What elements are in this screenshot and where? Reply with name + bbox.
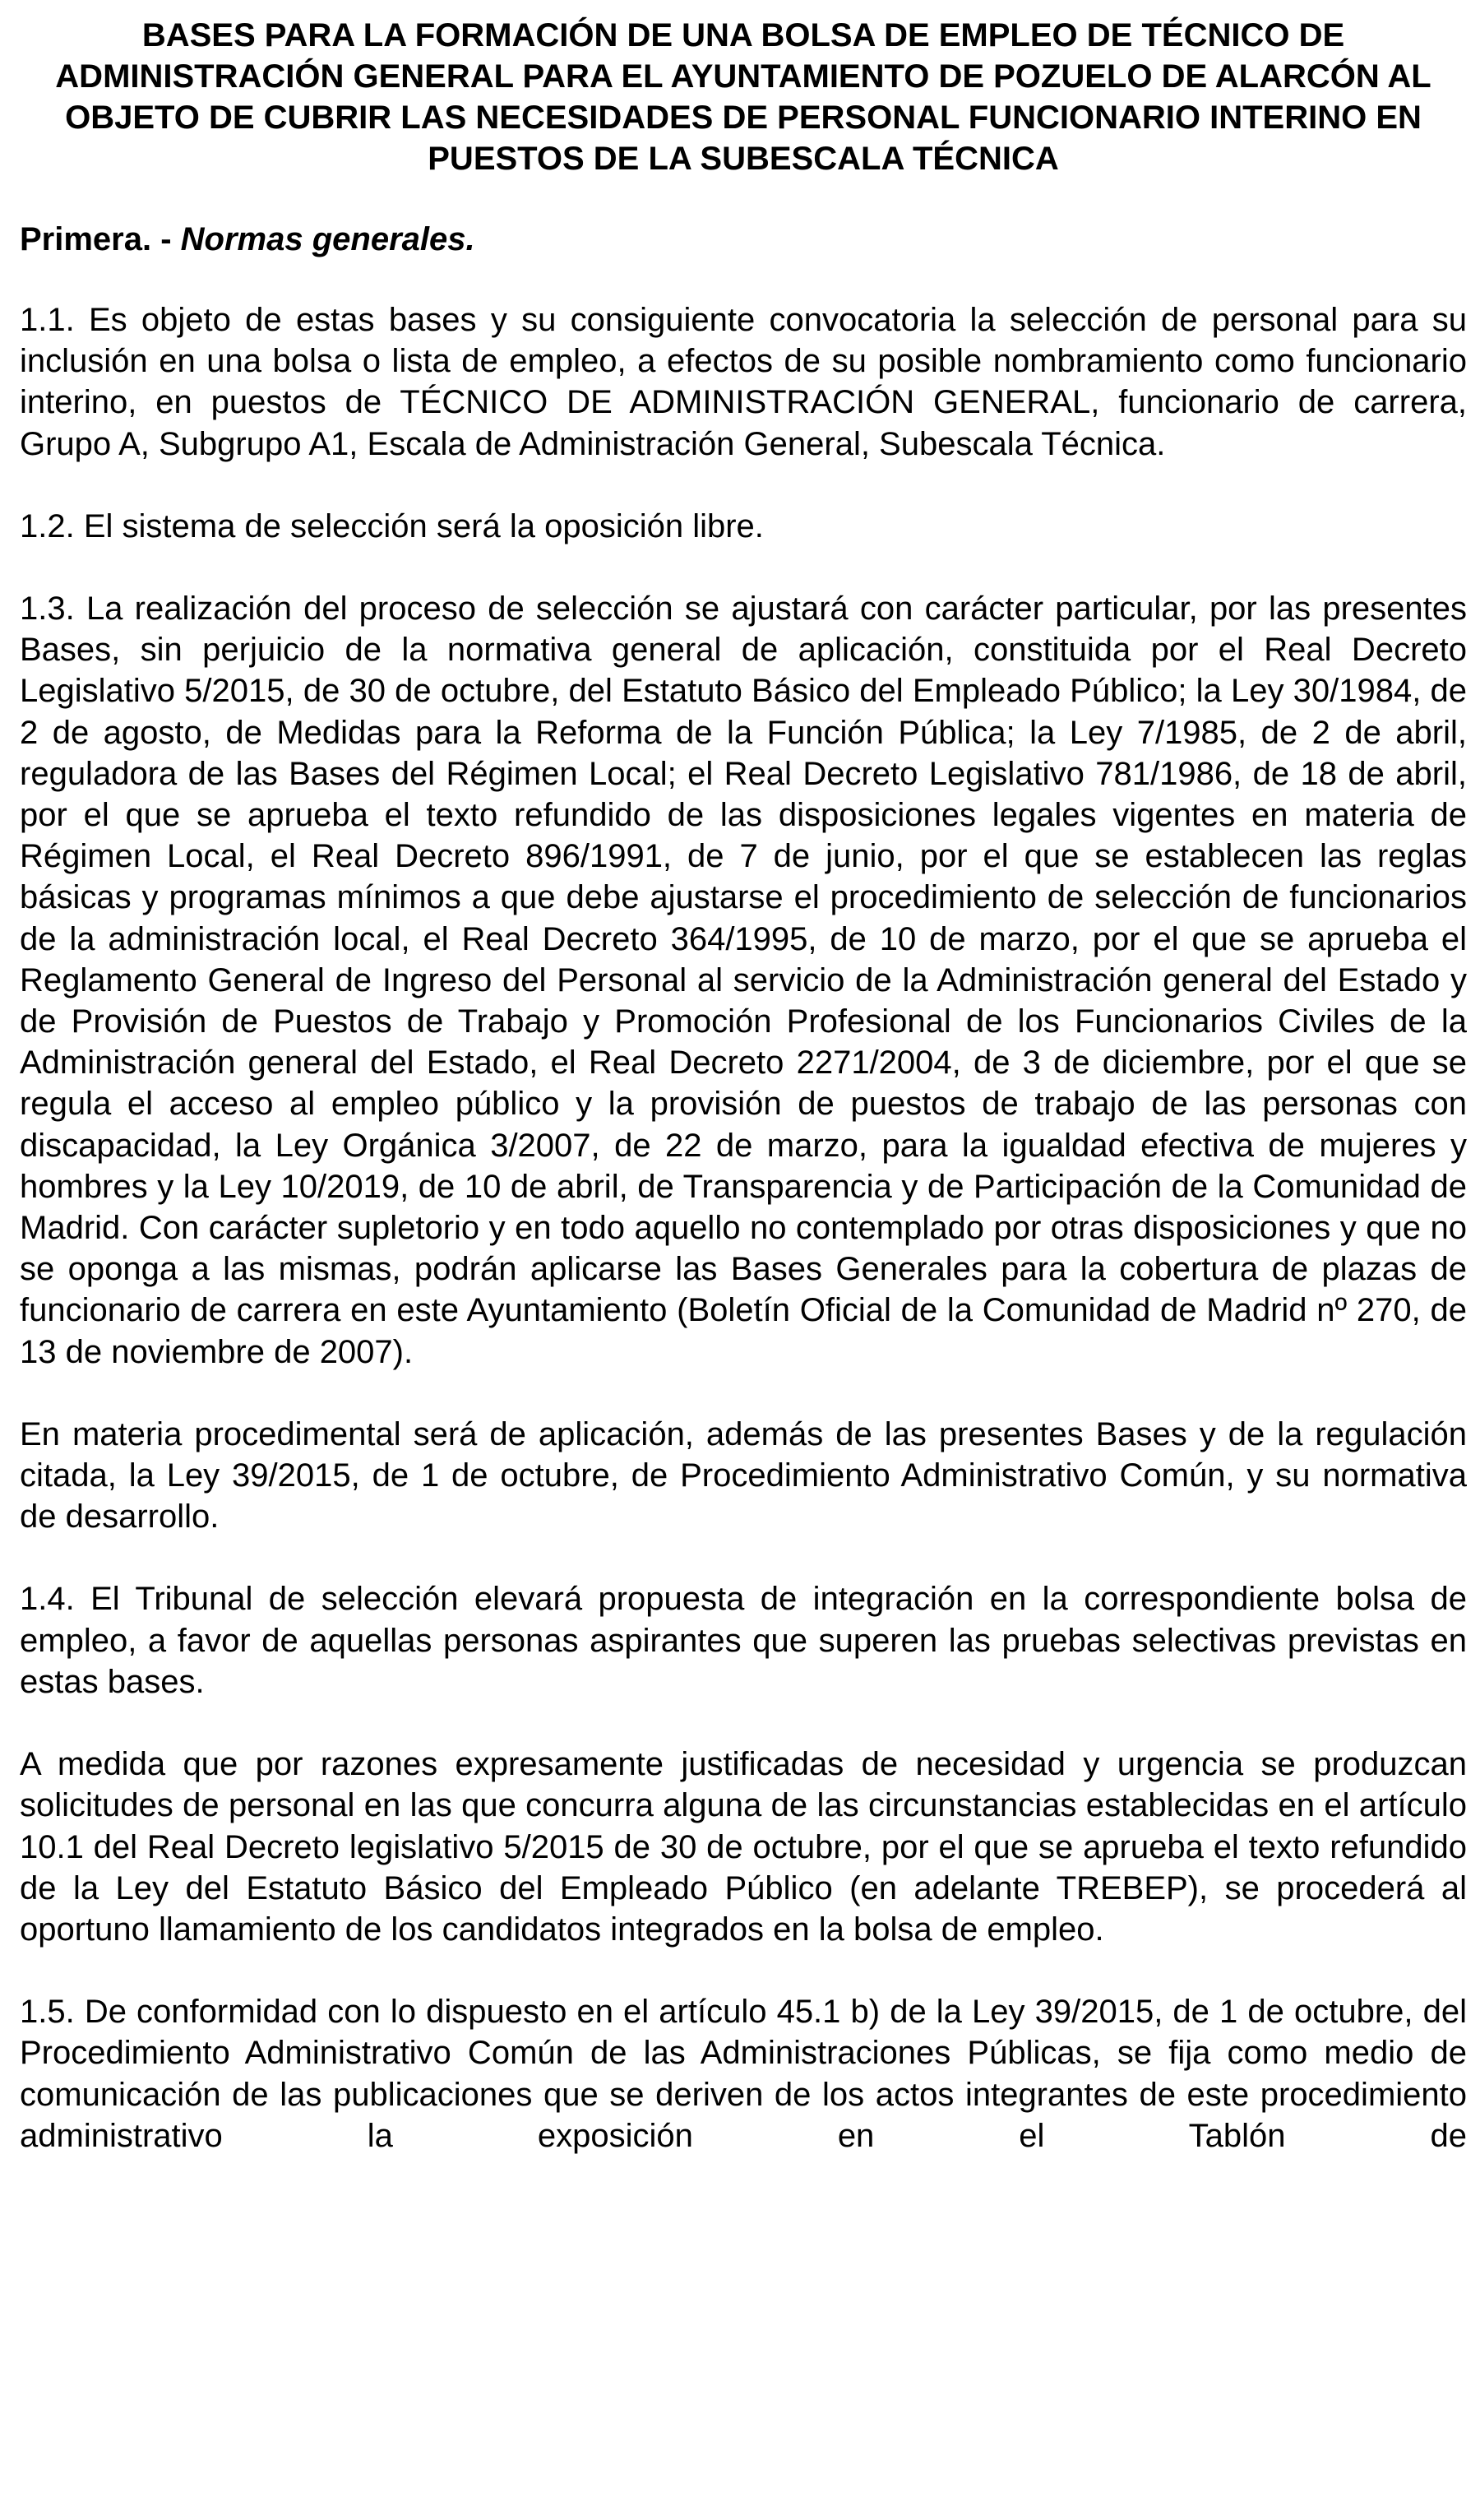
document-page [20, 15, 1467, 2156]
paragraph-1-1: 1.1. Es objeto de estas bases y su consiguiente convocatoria la selección de personal para su inclusión en una bolsa o lista de empleo, a efectos de su posible nombramiento como funcionario interino, en puestos de TÉCNICO DE ADMINISTRACIÓN GENERAL, funcionario de carrera, Grupo A, Subgrupo A1, Escala de Administración General, Subescala Técnica. [20, 302, 1467, 462]
paragraph-llamamiento: A medida que por razones expresamente justificadas de necesidad y urgencia se produzcan solicitudes de personal en las que concurra alguna de las circunstancias establecidas en el artículo 10.1 del Real Decreto legislativo 5/2015 de 30 de octubre, por el que se aprueba el texto refundido de la Ley del Estatuto Básico del Empleado Público (en adelante TREBEP), se procederá al oportuno llamamiento de los candidatos integrados en la bolsa de empleo. [20, 1746, 1467, 1948]
paragraph-procedimental: En materia procedimental será de aplicación, además de las presentes Bases y de la regulación citada, la Ley 39/2015, de 1 de octubre, de Procedimiento Administrativo Común, y su normativa de desarrollo. [20, 1415, 1467, 1536]
section-heading [20, 219, 1467, 260]
paragraph-1-2: 1.2. El sistema de selección será la oposición libre. [20, 507, 764, 544]
paragraph-1-5: 1.5. De conformidad con lo dispuesto en el artículo 45.1 b) de la Ley 39/2015, de 1 de octubre, del Procedimiento Administrativo Común de las Administraciones Públicas, se fija como medio de comunicación de las publicaciones que se deriven de los actos integrantes de este procedimiento administrativo la exposición en el Tablón de [20, 1994, 1467, 2154]
paragraph-1-4: 1.4. El Tribunal de selección elevará propuesta de integración en la correspondiente bolsa de empleo, a favor de aquellas personas aspirantes que superen las pruebas selectivas previstas en estas bases. [20, 1581, 1467, 1700]
document-title: BASES PARA LA FORMACIÓN DE UNA BOLSA DE EMPLEO DE TÉCNICO DE ADMINISTRACIÓN GENERAL PARA EL AYUNTAMIENTO DE POZUELO DE ALARCÓN AL OBJETO DE CUBRIR LAS NECESIDADES DE PERSONAL FUNCIONARIO INTERINO EN PUESTOS DE LA SUBESCALA TÉCNICA [55, 17, 1431, 177]
paragraph-1-3: 1.3. La realización del proceso de selección se ajustará con carácter particular, por las presentes Bases, sin perjuicio de la normativa general de aplicación, constituida por el Real Decreto Legislativo 5/2015, de 30 de octubre, del Estatuto Básico del Empleado Público; la Ley 30/1984, de 2 de agosto, de Medidas para la Reforma de la Función Pública; la Ley 7/1985, de 2 de abril, reguladora de las Bases del Régimen Local; el Real Decreto Legislativo 781/1986, de 18 de abril, por el que se aprueba el texto refundido de las disposiciones legales vigentes en materia de Régimen Local, el Real Decreto 896/1991, de 7 de junio, por el que se establecen las reglas básicas y programas mínimos a que debe ajustarse el procedimiento de selección de funcionarios de la administración local, el Real Decreto 364/1995, de 10 de marzo, por el que se aprueba el Reglamento General de Ingreso del Personal al servicio de la Administración general del Estado y de Provisión de Puestos de Trabajo y Promoción Profesional de los Funcionarios Civiles de la Administración general del Estado, el Real Decreto 2271/2004, de 3 de diciembre, por el que se regula el acceso al empleo público y la provisión de puestos de trabajo de las personas con discapacidad, la Ley Orgánica 3/2007, de 22 de marzo, para la igualdad efectiva de mujeres y hombres y la Ley 10/2019, de 10 de abril, de Transparencia y de Participación de la Comunidad de Madrid. Con carácter supletorio y en todo aquello no contemplado por otras disposiciones y que no se oponga a las mismas, podrán aplicarse las Bases Generales para la cobertura de plazas de funcionario de carrera en este Ayuntamiento (Boletín Oficial de la Comunidad de Madrid nº 270, de 13 de noviembre de 2007). [20, 591, 1467, 1370]
section-name: Normas generales. [180, 221, 475, 257]
section-prefix: Primera. - [20, 221, 181, 257]
